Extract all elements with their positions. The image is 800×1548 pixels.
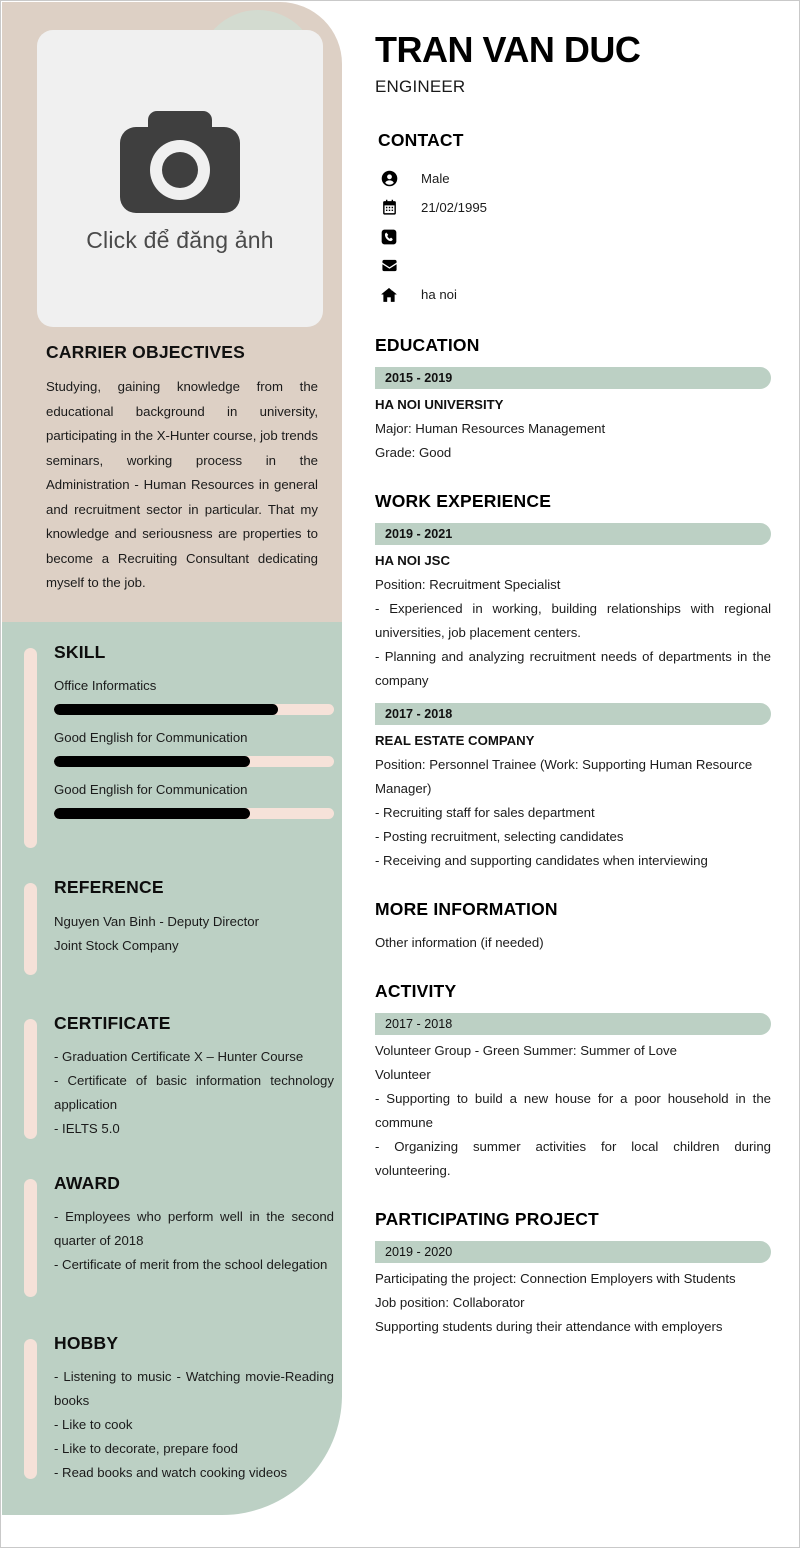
activity-line: Volunteer bbox=[375, 1067, 431, 1082]
camera-icon bbox=[106, 103, 254, 223]
work-experience-section bbox=[375, 491, 771, 873]
skill-progress-track bbox=[54, 704, 334, 715]
hobby-section bbox=[24, 1333, 334, 1485]
hobby-title: HOBBY bbox=[54, 1333, 119, 1353]
contact-value-birthdate: 21/02/1995 bbox=[421, 200, 488, 215]
contact-row-gender bbox=[378, 164, 771, 193]
calendar-icon bbox=[378, 198, 400, 218]
award-accent-bar bbox=[24, 1179, 37, 1297]
activity-line: Volunteer Group - Green Summer: Summer of Love bbox=[375, 1043, 677, 1058]
hobby-line: - Like to cook bbox=[54, 1417, 133, 1432]
person-icon bbox=[378, 169, 400, 189]
certificate-section bbox=[24, 1013, 334, 1141]
skill-progress-track bbox=[54, 808, 334, 819]
skill-progress-fill bbox=[54, 756, 250, 767]
certificate-accent-bar bbox=[24, 1019, 37, 1139]
work-experience-title: WORK EXPERIENCE bbox=[375, 491, 552, 511]
work-entry bbox=[375, 703, 771, 873]
activity-date-badge: 2017 - 2018 bbox=[375, 1013, 771, 1035]
work-position: Position: Personnel Trainee (Work: Supporting Human Resource Manager) bbox=[375, 757, 753, 796]
work-org: HA NOI JSC bbox=[375, 553, 450, 568]
work-entry bbox=[375, 523, 771, 693]
work-bullet: - Planning and analyzing recruitment needs of departments in the company bbox=[375, 649, 771, 688]
contact-row-address bbox=[378, 280, 771, 309]
participating-project-line: Participating the project: Connection Employers with Students bbox=[375, 1271, 736, 1286]
work-date-badge: 2019 - 2021 bbox=[375, 523, 771, 545]
skill-progress-fill bbox=[54, 704, 278, 715]
more-information-text: Other information (if needed) bbox=[375, 935, 544, 950]
contact-list bbox=[378, 164, 771, 309]
certificate-line: - Graduation Certificate X – Hunter Course bbox=[54, 1049, 304, 1064]
participating-project-section bbox=[375, 1209, 771, 1339]
photo-upload-label: Click để đăng ảnh bbox=[86, 227, 274, 253]
award-line: - Employees who perform well in the second quarter of 2018 bbox=[54, 1209, 334, 1248]
phone-icon bbox=[378, 227, 400, 247]
hobby-accent-bar bbox=[24, 1339, 37, 1479]
skill-title: SKILL bbox=[54, 642, 106, 662]
activity-title: ACTIVITY bbox=[375, 981, 457, 1001]
carrier-objectives-section bbox=[46, 342, 318, 596]
award-title: AWARD bbox=[54, 1173, 121, 1193]
main-content bbox=[375, 27, 771, 1339]
certificate-line: - IELTS 5.0 bbox=[54, 1121, 120, 1136]
contact-row-birthdate bbox=[378, 193, 771, 222]
participating-project-line: Supporting students during their attendance with employers bbox=[375, 1319, 723, 1334]
candidate-name: TRAN VAN DUC bbox=[375, 29, 641, 70]
skill-name: Office Informatics bbox=[54, 678, 157, 693]
education-line: Major: Human Resources Management bbox=[375, 421, 606, 436]
skill-item bbox=[54, 677, 334, 715]
work-bullet: - Recruiting staff for sales department bbox=[375, 805, 595, 820]
work-bullet: - Posting recruitment, selecting candidates bbox=[375, 829, 624, 844]
more-information-title: MORE INFORMATION bbox=[375, 899, 558, 919]
reference-accent-bar bbox=[24, 883, 37, 975]
contact-row-email bbox=[378, 251, 771, 280]
education-section bbox=[375, 335, 771, 465]
education-line: Grade: Good bbox=[375, 445, 452, 460]
activity-bullet: - Organizing summer activities for local children during volunteering. bbox=[375, 1139, 771, 1178]
skill-item bbox=[54, 781, 334, 819]
more-information-section bbox=[375, 899, 771, 955]
work-position: Position: Recruitment Specialist bbox=[375, 577, 561, 592]
skill-accent-bar bbox=[24, 648, 37, 848]
award-section bbox=[24, 1173, 334, 1277]
email-icon bbox=[378, 256, 400, 276]
contact-value-address: ha noi bbox=[421, 287, 457, 302]
hobby-line: - Read books and watch cooking videos bbox=[54, 1465, 288, 1480]
skill-name: Good English for Communication bbox=[54, 730, 248, 745]
contact-row-phone bbox=[378, 222, 771, 251]
certificate-title: CERTIFICATE bbox=[54, 1013, 171, 1033]
candidate-role: ENGINEER bbox=[375, 77, 466, 96]
activity-bullet: - Supporting to build a new house for a poor household in the commune bbox=[375, 1091, 771, 1130]
award-line: - Certificate of merit from the school delegation bbox=[54, 1257, 328, 1272]
education-date-badge: 2015 - 2019 bbox=[375, 367, 771, 389]
skill-item bbox=[54, 729, 334, 767]
skill-progress-track bbox=[54, 756, 334, 767]
carrier-objectives-text: Studying, gaining knowledge from the educational background in university, participating in the X-Hunter course, job trends seminars, working process in the Administration - Human Resources in general and recruitment sector in particular. That my knowledge and seriousness are properties to become a Recruiting Consultant dedicating myself to the job. bbox=[46, 379, 318, 590]
reference-title: REFERENCE bbox=[54, 877, 164, 897]
reference-line: Joint Stock Company bbox=[54, 938, 179, 953]
work-date-badge: 2017 - 2018 bbox=[375, 703, 771, 725]
hobby-line: - Listening to music - Watching movie-Reading books bbox=[54, 1369, 334, 1408]
work-bullet: - Experienced in working, building relationships with regional universities, job placement centers. bbox=[375, 601, 771, 640]
home-icon bbox=[378, 285, 400, 305]
activity-section bbox=[375, 981, 771, 1183]
skill-section bbox=[24, 642, 334, 819]
hobby-line: - Like to decorate, prepare food bbox=[54, 1441, 239, 1456]
work-bullet: - Receiving and supporting candidates when interviewing bbox=[375, 853, 708, 868]
participating-project-line: Job position: Collaborator bbox=[375, 1295, 525, 1310]
certificate-line: - Certificate of basic information technology application bbox=[54, 1073, 334, 1112]
education-org: HA NOI UNIVERSITY bbox=[375, 397, 504, 412]
skill-progress-fill bbox=[54, 808, 250, 819]
reference-section bbox=[24, 877, 334, 958]
participating-project-title: PARTICIPATING PROJECT bbox=[375, 1209, 599, 1229]
education-title: EDUCATION bbox=[375, 335, 480, 355]
carrier-objectives-title: CARRIER OBJECTIVES bbox=[46, 342, 246, 362]
contact-value-gender: Male bbox=[421, 171, 450, 186]
skill-name: Good English for Communication bbox=[54, 782, 248, 797]
work-org: REAL ESTATE COMPANY bbox=[375, 733, 535, 748]
reference-line: Nguyen Van Binh - Deputy Director bbox=[54, 914, 259, 929]
participating-project-date-badge: 2019 - 2020 bbox=[375, 1241, 771, 1263]
sidebar bbox=[2, 2, 342, 1548]
contact-title: CONTACT bbox=[378, 130, 464, 150]
photo-upload-box[interactable] bbox=[37, 30, 323, 327]
